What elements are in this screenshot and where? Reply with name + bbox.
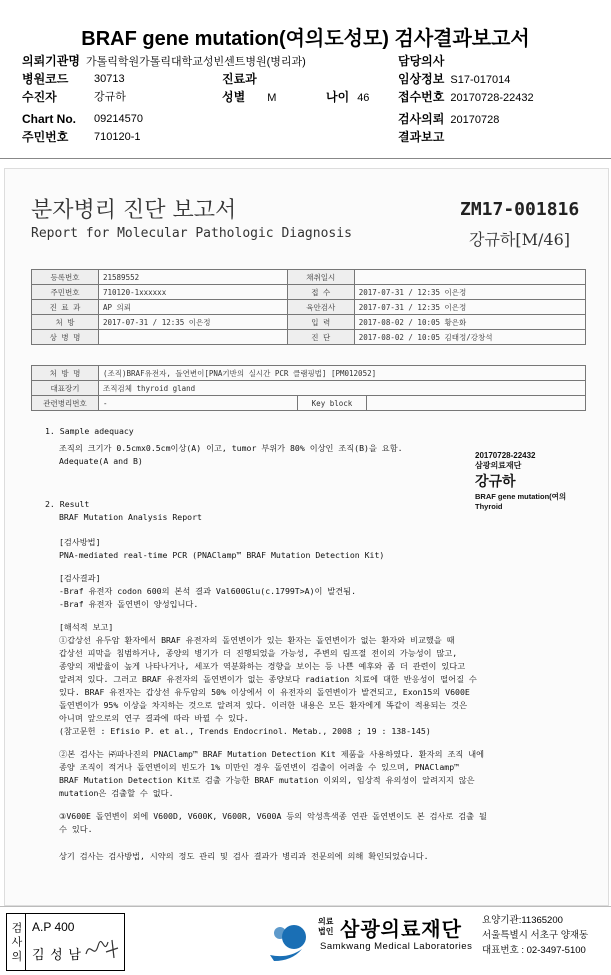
paragraph-line: 수 있다.	[59, 824, 93, 834]
result-line-2: -Braf 유전자 돌연변이 양성입니다.	[59, 599, 199, 609]
report-title-ko: 분자병리 진단 보고서	[31, 198, 237, 223]
doctor-label: 담당의사	[398, 54, 445, 68]
organ-value: 조직검체 thyroid gland	[99, 381, 586, 396]
footer	[0, 906, 611, 975]
request-value: 20170728	[450, 114, 500, 126]
meta-row	[32, 285, 586, 300]
meta-row	[32, 270, 586, 285]
interp-paragraph-3	[45, 810, 585, 836]
paragraph-line: 아니며 앞으로의 연구 결과에 따라 바뀔 수 있다.	[59, 713, 249, 723]
received-value: 20170728-22432	[450, 92, 534, 104]
method-heading: [검사방법]	[59, 537, 101, 547]
legal-label	[318, 917, 333, 937]
chart-value: 09214570	[94, 113, 143, 125]
organ-label: 대표장기	[32, 381, 99, 396]
s2-title: 2. Result	[45, 499, 90, 509]
inspector-code: A.P 400	[32, 920, 75, 934]
stamp-line-5: Thyroid	[475, 502, 503, 511]
s1-text: 조직의 크기가 0.5cmx0.5cm이상(A) 이고, tumor 부위가 80% 이상인 조직(B)을 요함.	[59, 443, 403, 453]
meta-value: 2017-07-31 / 12:35 이은정	[354, 285, 585, 300]
meta-label: 채취일시	[287, 270, 354, 285]
meta-value: 2017-07-31 / 12:35 이은정	[354, 300, 585, 315]
meta-table	[31, 269, 586, 345]
report-title-en: Report for Molecular Pathologic Diagnosis	[31, 226, 352, 241]
interp-paragraph-2	[45, 748, 585, 800]
method-text: PNA-mediated real-time PCR (PNAClamp™ BRAF Mutation Detection Kit)	[59, 550, 385, 560]
phone: 대표번호 : 02-3497-5100	[482, 945, 586, 956]
inst-code: 요양기관:11365200	[482, 915, 563, 926]
request-label: 검사의뢰	[398, 112, 445, 126]
interp-heading: [해석적 보고]	[59, 622, 114, 632]
result-label: 결과보고	[398, 130, 445, 144]
meta-label: 상 병 명	[32, 330, 99, 345]
meta-label: 접 수	[287, 285, 354, 300]
keyblock-label: Key block	[298, 396, 367, 411]
paragraph-line: 알려져 있다. 그러고 BRAF 유전자의 돌연변이가 없는 종양보다 radiation 치료에 대한 반응성이 떨어질 수	[59, 674, 477, 684]
order-value: (조직)BRAF유전자, 돌연변이[PNA기반의 실시간 PCR 클램핑법] [PM012052]	[99, 366, 586, 381]
signature	[84, 936, 124, 962]
meta-row	[32, 315, 586, 330]
s2-sub: BRAF Mutation Analysis Report	[59, 512, 202, 522]
sex-value: M	[267, 92, 277, 104]
institution-value: 가톨릭학원가톨릭대학교성빈센트병원(병리과)	[85, 56, 306, 68]
stamp-line-4: BRAF gene mutation(여의	[475, 492, 567, 501]
inspector-box	[24, 913, 125, 971]
inspector-name: 김 성 남	[32, 947, 82, 962]
paragraph-line: BRAF Mutation Detection Kit로 검출 가능한 BRAF mutation 이외의, 임상적 유의성이 알려지지 않은	[59, 775, 475, 785]
order-label: 처 방 명	[32, 366, 99, 381]
age-value: 46	[357, 92, 370, 104]
paragraph-line: 종양 조직이 적거나 돌연변이의 빈도가 1% 미만인 경우 돌연변이 검출이 어려울 수 있으며, PNAClamp™	[59, 762, 460, 772]
org-name: 삼광의료재단	[340, 919, 462, 941]
meta-value: 710120-1xxxxxx	[99, 285, 288, 300]
closing-text: 상기 검사는 검사방법, 시약의 정도 관리 및 검사 결과가 병리과 전문의에 의해 확인되었습니다.	[59, 851, 429, 861]
dept-label: 진료과	[222, 72, 257, 86]
interp-paragraph-1	[45, 634, 585, 738]
hospcode-value: 30713	[94, 73, 125, 85]
paragraph-line: ①갑상선 유두암 환자에서 BRAF 유전자의 돌연변이가 있는 환자는 돌연변이가 없는 환자와 비교했을 때	[59, 635, 455, 645]
inspector-label: 검 사 의	[6, 913, 26, 971]
paragraph-line: 돌연변이가 95% 이상을 차지하는 것으로 알려져 있다. 이러한 내용은 모든 환자에게 똑같이 적용되는 것은	[59, 700, 468, 710]
paragraph-line: 있다. BRAF 유전자는 갑상선 유두암의 50% 이상에서 이 유전자의 돌연변이가 발견되고, Exon15의 V600E	[59, 687, 470, 697]
meta-value	[354, 270, 585, 285]
sml-logo	[262, 915, 312, 965]
age-label: 나이	[326, 90, 350, 104]
meta-value: 21589552	[99, 270, 288, 285]
specimen-stamp	[475, 451, 610, 511]
meta-label: 입 력	[287, 315, 354, 330]
meta-label: 등록번호	[32, 270, 99, 285]
org-en: Samkwang Medical Laboratories	[320, 941, 473, 952]
meta-row	[32, 330, 586, 345]
sml-badge: SML	[272, 945, 287, 952]
address: 서울특별시 서초구 양재동	[482, 930, 589, 941]
report-patient: 강규하[M/46]	[469, 230, 570, 249]
meta-label: 주민번호	[32, 285, 99, 300]
meta-label: 진 단	[287, 330, 354, 345]
chart-label: Chart No.	[22, 112, 76, 126]
paragraph-line: (참고문헌 : Efisio P. et al., Trends Endocrinol. Metab., 2008 ; 19 : 138-145)	[59, 726, 431, 736]
meta-value: 2017-08-02 / 10:05 김태정/강창석	[354, 330, 585, 345]
meta-value	[99, 330, 288, 345]
header-info	[22, 52, 592, 152]
sml-logo-graphic	[262, 915, 312, 965]
legal-label-2: 법인	[318, 927, 334, 936]
meta-label: 처 방	[32, 315, 99, 330]
paragraph-line: 종양의 재발율이 높게 나타나거나, 세포가 역분화하는 경향을 보이는 등 나쁜 예후와 좀 더 관련이 있다고	[59, 661, 466, 671]
paragraph-line: 갑상선 피막을 침범하거나, 종양의 병기가 더 진행되었을 가능성, 주변의 림프절 전이의 가능성이 많고,	[59, 648, 458, 658]
paragraph-line: mutation은 검출할 수 없다.	[59, 788, 174, 798]
legal-label-1: 의료	[318, 917, 334, 926]
s1-title: 1. Sample adequacy	[45, 426, 134, 436]
meta-value: 2017-08-02 / 10:05 황은화	[354, 315, 585, 330]
meta-value: 2017-07-31 / 12:35 이은정	[99, 315, 288, 330]
clinical-label: 임상정보	[398, 72, 445, 86]
result-heading: [검사결과]	[59, 573, 101, 583]
clinical-value: S17-017014	[450, 74, 511, 86]
rrn-value: 710120-1	[94, 131, 141, 143]
stamp-line-3: 강규하	[475, 473, 516, 489]
document-title: BRAF gene mutation(여의도성모) 검사결과보고서	[81, 28, 530, 50]
related-value: -	[99, 396, 298, 411]
scanned-report	[4, 168, 609, 906]
result-line-1: -Braf 유전자 codon 600의 본석 결과 Val600Glu(c.1799T>A)이 발견됨.	[59, 586, 357, 596]
report-id: ZM17-001816	[460, 199, 580, 220]
institution-label: 의뢰기관명	[22, 54, 80, 68]
patient-value: 강규하	[94, 91, 126, 103]
s1-text2: Adequate(A and B)	[59, 456, 143, 466]
meta-value: AP 의뢰	[99, 300, 288, 315]
contact-info	[482, 913, 588, 958]
received-label: 접수번호	[398, 90, 445, 104]
patient-label: 수진자	[22, 90, 57, 104]
meta-row	[32, 300, 586, 315]
rrn-label: 주민번호	[22, 130, 69, 144]
sex-label: 성별	[222, 90, 246, 104]
stamp-line-2: 삼광의료재단	[475, 461, 522, 470]
paragraph-line: ③V600E 돌연변이 외에 V600D, V600K, V600R, V600A 등의 악성흑색종 연관 돌연변이도 본 검사로 검출 될	[59, 811, 487, 821]
meta-label: 육안검사	[287, 300, 354, 315]
meta-label: 진 료 과	[32, 300, 99, 315]
hospcode-label: 병원코드	[22, 72, 69, 86]
order-table	[31, 365, 586, 411]
header-divider	[0, 158, 611, 159]
paragraph-line: ②본 검사는 ㈜파나진의 PNAClamp™ BRAF Mutation Detection Kit 제품을 사용하였다. 환자의 조직 내에	[59, 749, 485, 759]
related-label: 관련병리번호	[32, 396, 99, 411]
stamp-line-1: 20170728-22432	[475, 451, 536, 460]
